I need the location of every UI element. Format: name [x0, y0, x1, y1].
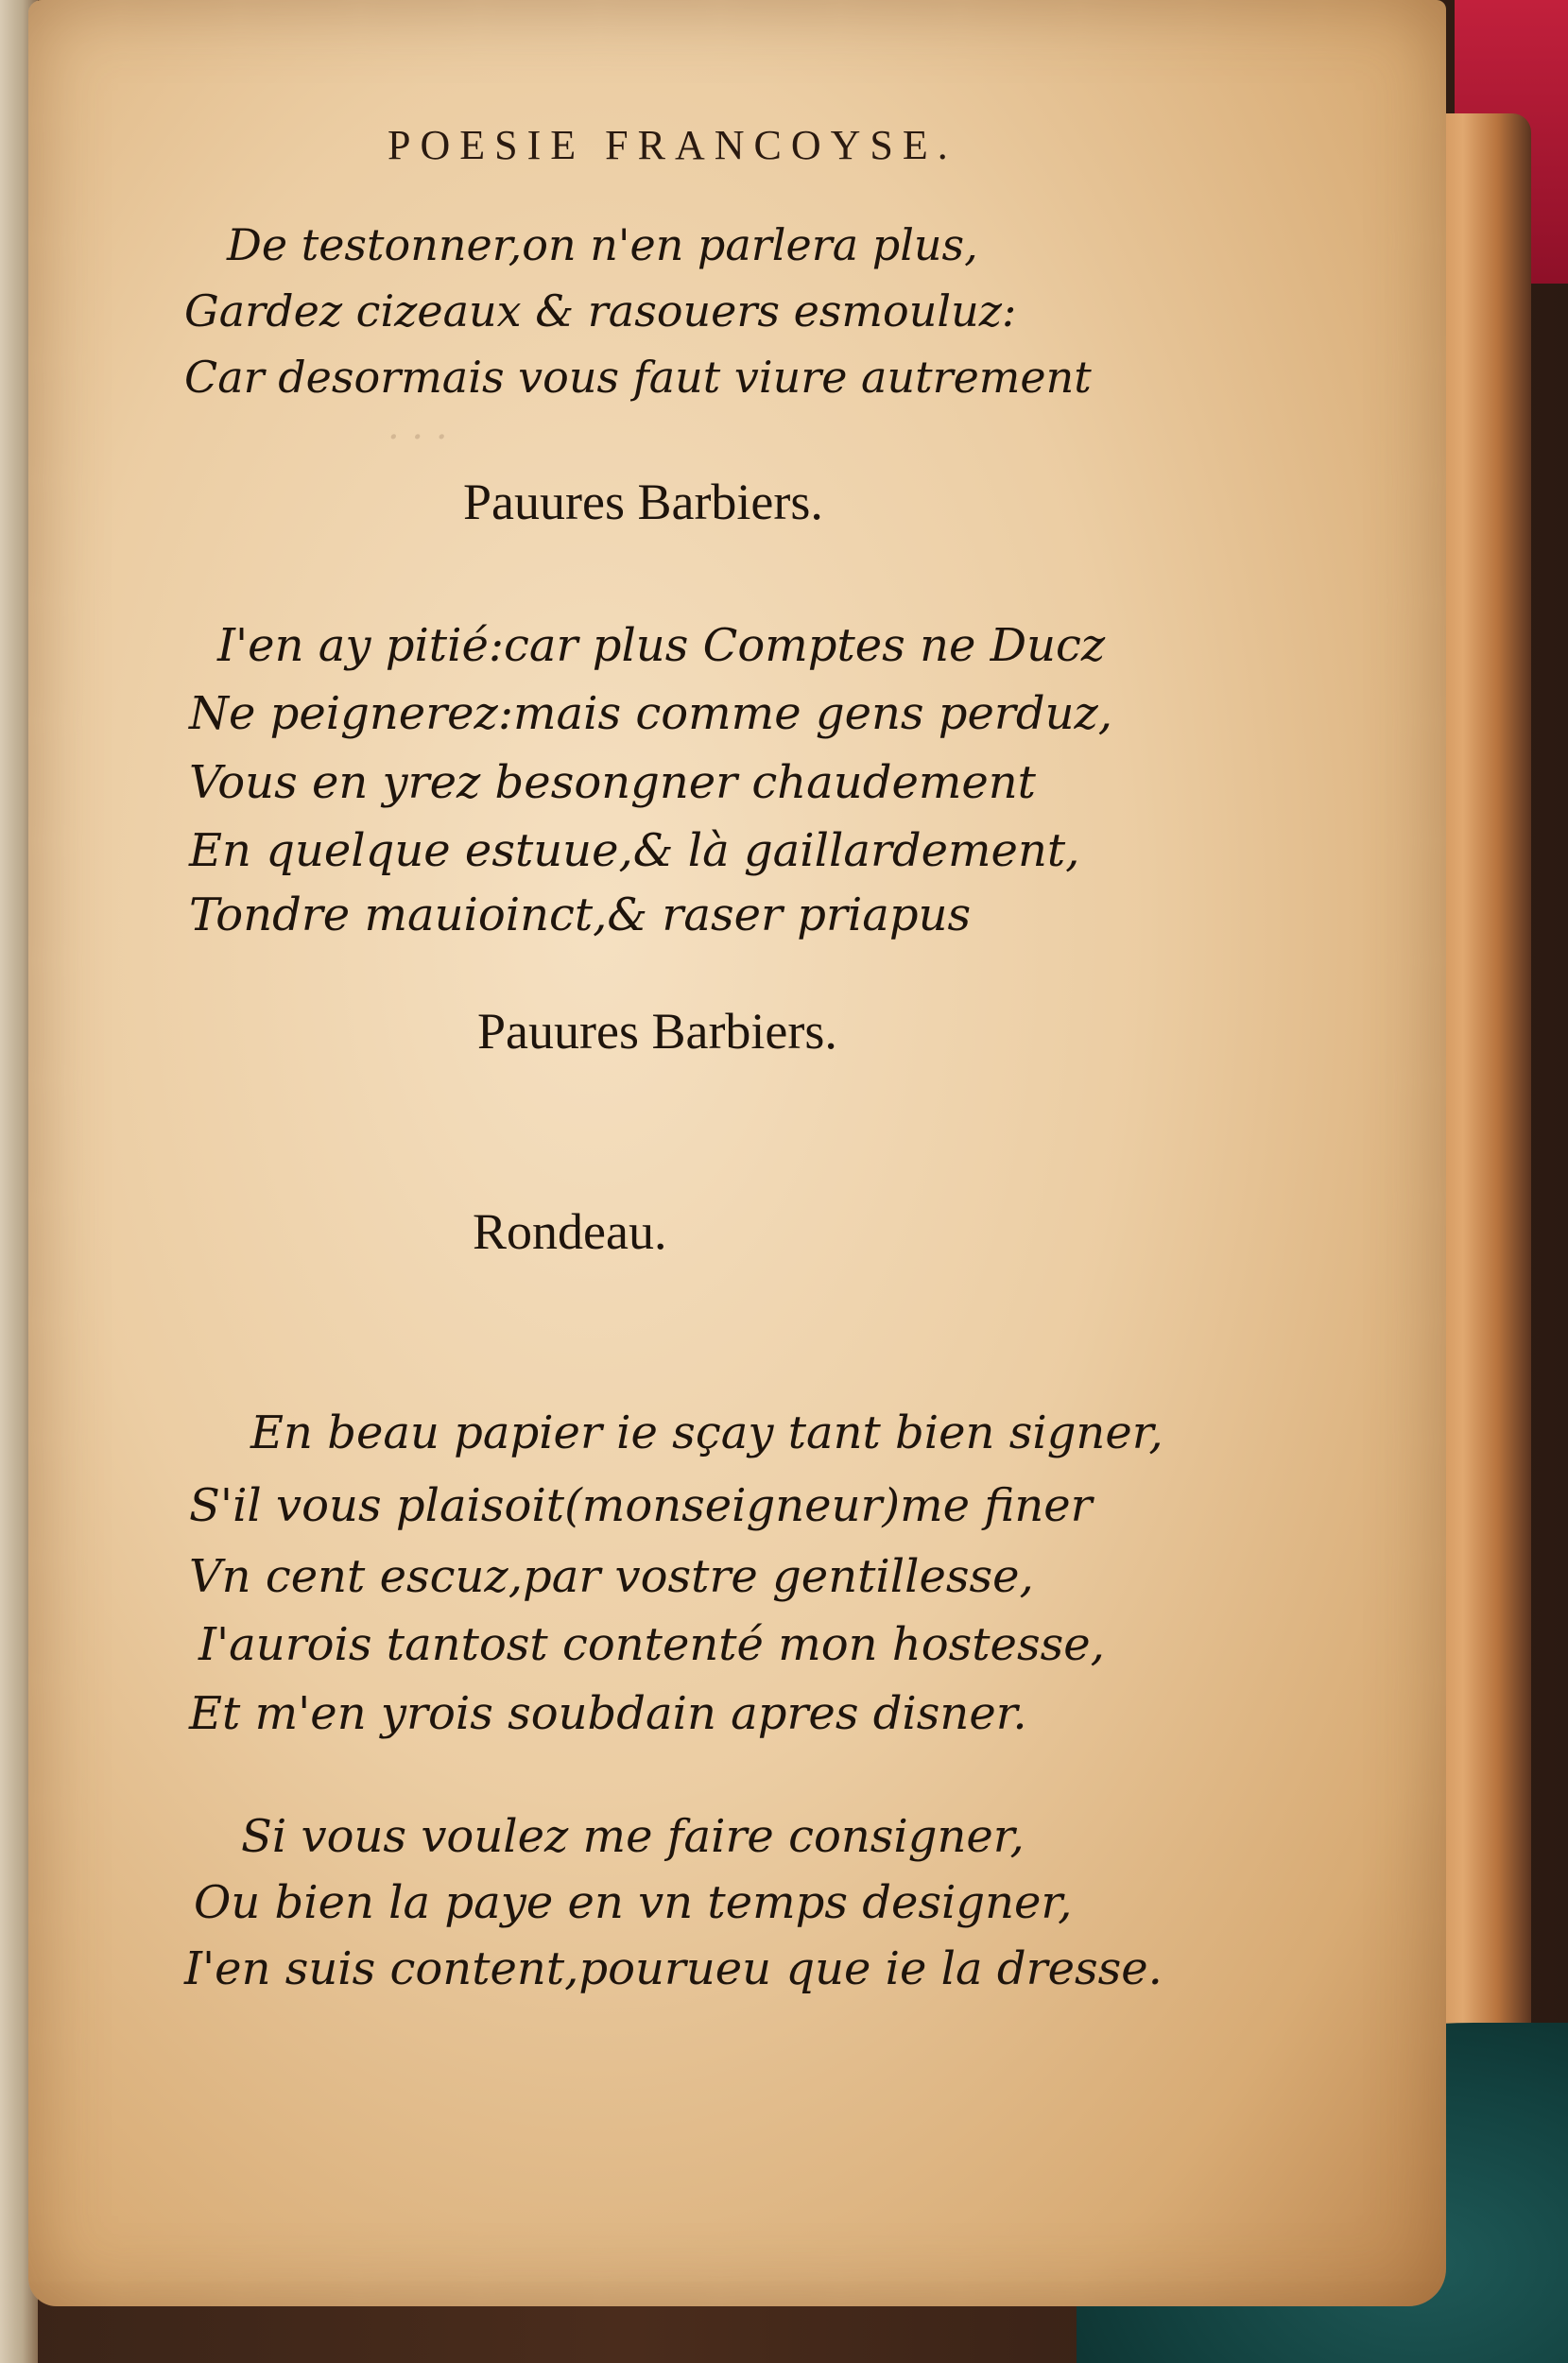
poem-line: Ne peignerez:mais comme gens perduz,: [189, 687, 1113, 740]
poem-line: En quelque estuue,& là gaillardement,: [189, 824, 1080, 877]
poem-line: Car desormais vous faut viure autrement: [184, 352, 1092, 403]
poem-line: I'en ay pitié:car plus Comptes ne Ducz: [217, 619, 1106, 672]
poem-line: De testonner,on n'en parlera plus,: [227, 219, 978, 270]
refrain-heading: Pauures Barbiers.: [477, 1003, 837, 1060]
running-head: POESIE FRANCOYSE.: [388, 122, 957, 168]
poem-line: S'il vous plaisoit(monseigneur)me finer: [189, 1479, 1093, 1532]
book-page: [28, 0, 1446, 2306]
poem-line: Gardez cizeaux & rasouers esmouluz:: [184, 285, 1017, 336]
poem-line: I'en suis content,pourueu que ie la dresse.: [184, 1942, 1163, 1995]
poem-line: Vn cent escuz,par vostre gentillesse,: [189, 1550, 1034, 1603]
poem-line: I'aurois tantost contenté mon hostesse,: [198, 1618, 1105, 1671]
poem-line: Et m'en yrois soubdain apres disner.: [189, 1687, 1027, 1740]
poem-line: Ou bien la paye en vn temps designer,: [194, 1876, 1073, 1929]
poem-line: Si vous voulez me faire consigner,: [241, 1810, 1025, 1863]
poem-line: Tondre mauioinct,& raser priapus: [189, 888, 972, 941]
poem-line: Vous en yrez besongner chaudement: [189, 756, 1036, 809]
refrain-heading: Pauures Barbiers.: [463, 474, 823, 530]
poem-title: Rondeau.: [473, 1203, 667, 1260]
poem-line: En beau papier ie sçay tant bien signer,: [250, 1406, 1163, 1459]
show-through-text: · · ·: [388, 416, 448, 459]
